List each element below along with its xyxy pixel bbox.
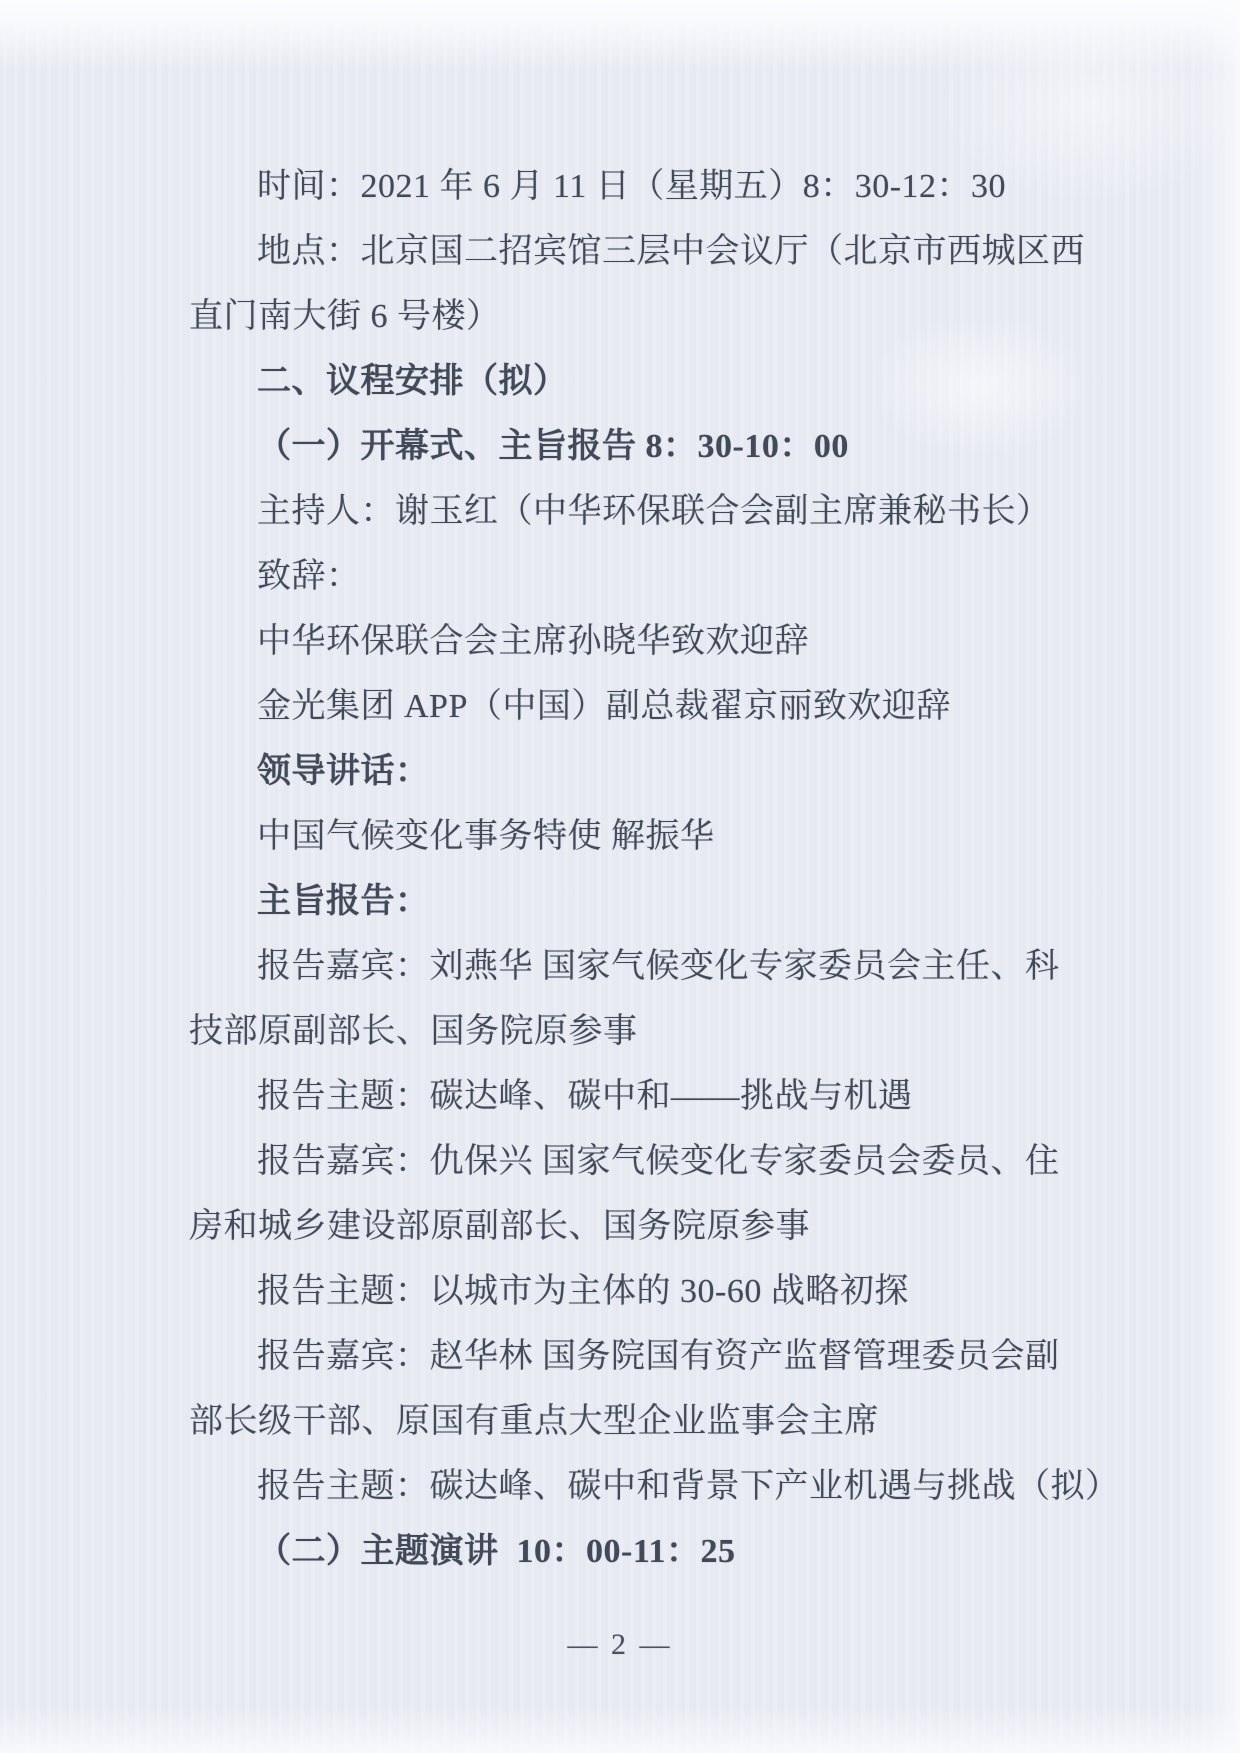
line-location-continued: 直门南大街 6 号楼） [189, 298, 501, 335]
line-report-topic-2: 报告主题：以城市为主体的 30-60 战略初探 [257, 1273, 909, 1310]
heading-keynote-reports: 主旨报告： [257, 883, 430, 920]
page-number: — 2 — [567, 1628, 673, 1661]
line-speaker-zhaohualin-continued: 部长级干部、原国有重点大型企业监事会主席 [189, 1403, 879, 1440]
line-report-topic-1: 报告主题：碳达峰、碳中和——挑战与机遇 [257, 1078, 913, 1115]
line-speaker-liuyanhua: 报告嘉宾：刘燕华 国家气候变化专家委员会主任、科 [257, 948, 1060, 985]
line-climate-envoy: 中国气候变化事务特使 解振华 [257, 818, 715, 855]
line-host: 主持人：谢玉红（中华环保联合会副主席兼秘书长） [257, 493, 1051, 530]
line-speaker-zhaohualin: 报告嘉宾：赵华林 国务院国有资产监督管理委员会副 [257, 1338, 1060, 1375]
heading-opening-session: （一）开幕式、主旨报告 8：30-10：00 [257, 428, 849, 465]
line-time: 时间：2021 年 6 月 11 日（星期五）8：30-12：30 [257, 168, 1007, 205]
line-location: 地点：北京国二招宾馆三层中会议厅（北京市西城区西 [257, 233, 1085, 270]
heading-leader-remarks: 领导讲话： [257, 753, 430, 790]
line-welcome-speech-2: 金光集团 APP（中国）副总裁翟京丽致欢迎辞 [257, 688, 951, 725]
line-speaker-liuyanhua-continued: 技部原副部长、国务院原参事 [189, 1013, 638, 1050]
line-speaker-qiubaoxing-continued: 房和城乡建设部原副部长、国务院原参事 [189, 1208, 810, 1245]
heading-agenda: 二、议程安排（拟） [257, 363, 568, 400]
heading-session-two: （二）主题演讲 10：00-11：25 [257, 1533, 736, 1570]
document-body [189, 154, 1120, 1584]
line-report-topic-3: 报告主题：碳达峰、碳中和背景下产业机遇与挑战（拟） [257, 1468, 1120, 1505]
line-speaker-qiubaoxing: 报告嘉宾：仇保兴 国家气候变化专家委员会委员、住 [257, 1143, 1060, 1180]
line-speeches-label: 致辞： [257, 558, 361, 595]
line-welcome-speech-1: 中华环保联合会主席孙晓华致欢迎辞 [257, 623, 809, 660]
